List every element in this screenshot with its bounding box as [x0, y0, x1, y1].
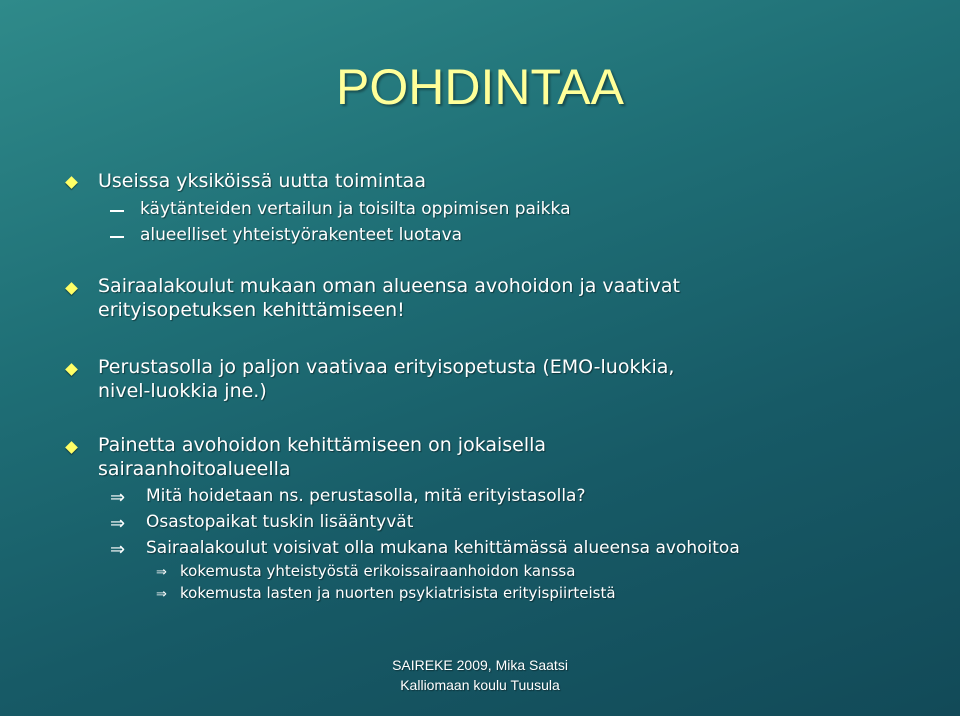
double-arrow-icon: ⇒: [110, 513, 126, 534]
arrow-icon: ⇒: [156, 565, 167, 580]
bullet-4-subsub-2: kokemusta lasten ja nuorten psykiatrisista erityispiirteistä: [180, 584, 616, 602]
bullet-4-sub-2: Osastopaikat tuskin lisääntyvät: [146, 512, 414, 532]
arrow-icon: ⇒: [156, 587, 167, 602]
bullet-4-sub-3: Sairaalakoulut voisivat olla mukana kehittämässä alueensa avohoitoa: [146, 538, 740, 558]
bullet-3-line-1: Perustasolla jo paljon vaativaa erityisopetusta (EMO-luokkia,: [98, 356, 675, 378]
bullet-2-line-1: Sairaalakoulut mukaan oman alueensa avohoidon ja vaativat: [98, 275, 680, 297]
bullet-4-line-1: Painetta avohoidon kehittämiseen on jokaisella: [98, 434, 547, 456]
bullet-1-text: Useissa yksiköissä uutta toimintaa: [98, 170, 426, 192]
bullet-diamond-icon: [65, 282, 78, 295]
footer-author: SAIREKE 2009, Mika Saatsi: [392, 657, 568, 673]
double-arrow-icon: ⇒: [110, 539, 126, 560]
bullet-4-sub-1: Mitä hoidetaan ns. perustasolla, mitä erityistasolla?: [146, 486, 586, 506]
bullet-diamond-icon: [65, 363, 78, 376]
double-arrow-icon: ⇒: [110, 487, 126, 508]
bullet-3-line-2: nivel-luokkia jne.): [98, 380, 267, 402]
dash-icon: [110, 236, 124, 238]
bullet-diamond-icon: [65, 441, 78, 454]
footer-school: Kalliomaan koulu Tuusula: [400, 677, 560, 693]
dash-icon: [110, 210, 124, 212]
bullet-diamond-icon: [65, 176, 78, 189]
slide-title: POHDINTAA: [336, 59, 624, 115]
bullet-1-sub-1: käytänteiden vertailun ja toisilta oppimisen paikka: [140, 199, 571, 219]
bullet-4-line-2: sairaanhoitoalueella: [98, 458, 291, 480]
bullet-4-subsub-1: kokemusta yhteistyöstä erikoissairaanhoidon kanssa: [180, 562, 576, 580]
bullet-2-line-2: erityisopetuksen kehittämiseen!: [98, 299, 405, 321]
bullet-1-sub-2: alueelliset yhteistyörakenteet luotava: [140, 225, 463, 245]
